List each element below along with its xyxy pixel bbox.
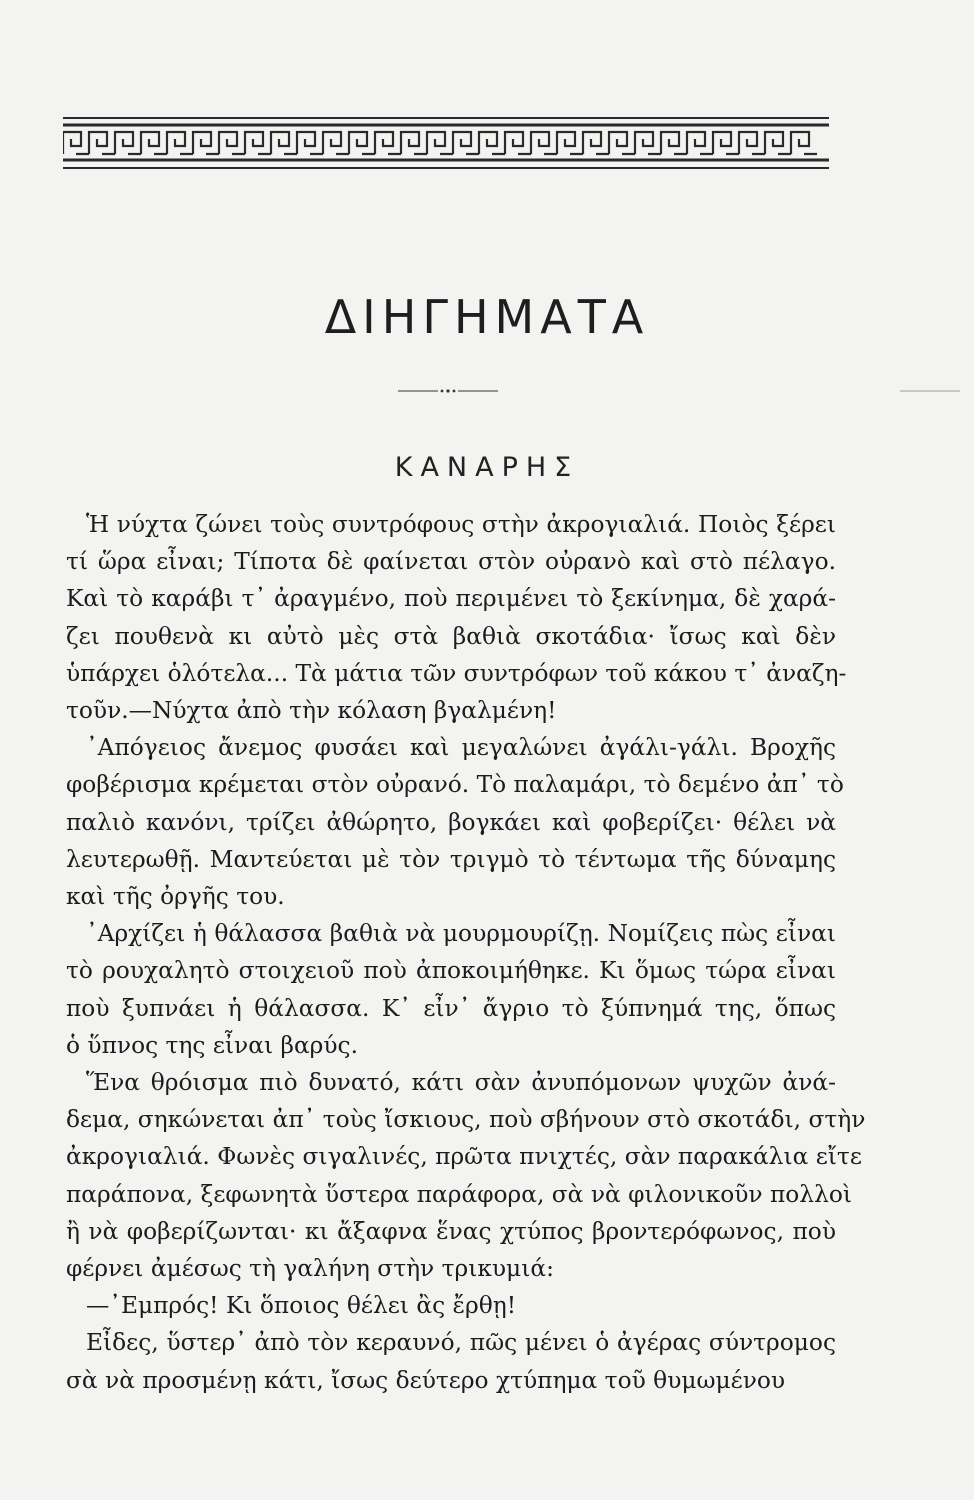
text-line: Καὶ τὸ καράβι τ᾿ ἀραγμένο, ποὺ περιμένει τὸ ξεκίνημα, δὲ χαρά- xyxy=(66,585,836,613)
paragraph xyxy=(66,506,847,729)
section-title: ΔΙΗΓΗΜΑΤΑ xyxy=(324,290,650,344)
story-title: ΚΑΝΑΡΗΣ xyxy=(394,452,580,483)
greek-key-ornament xyxy=(63,116,829,174)
margin-mark xyxy=(900,390,960,392)
text-line: τὸ ρουχαλητὸ στοιχειοῦ ποὺ ἀποκοιμήθηκε. Κι ὅμως τώρα εἶναι xyxy=(66,957,836,985)
text-line: τοῦν.—Νύχτα ἀπὸ τὴν κόλαση βγαλμένη! xyxy=(66,697,557,725)
text-line: τί ὥρα εἶναι; Τίποτα δὲ φαίνεται στὸν οὐρανὸ καὶ στὸ πέλαγο. xyxy=(66,548,836,576)
text-line: Εἶδες, ὕστερ᾿ ἀπὸ τὸν κεραυνό, πῶς μένει ὁ ἀγέρας σύντρομος xyxy=(86,1329,836,1357)
story-body xyxy=(66,506,866,1399)
text-line: ᾿Απόγειος ἄνεμος φυσάει καὶ μεγαλώνει ἀγάλι-γάλι. Βροχῆς xyxy=(86,734,836,762)
text-line: ἀκρογιαλιά. Φωνὲς σιγαλινές, πρῶτα πνιχτές, σὰν παρακάλια εἴτε xyxy=(66,1143,862,1171)
paragraph xyxy=(66,1064,866,1287)
text-line: —᾿Εμπρός! Κι ὅποιος θέλει ἂς ἔρθῃ! xyxy=(86,1292,517,1320)
text-line: δεμα, σηκώνεται ἀπ᾿ τοὺς ἴσκιους, ποὺ σβήνουν στὸ σκοτάδι, στὴν xyxy=(66,1106,866,1134)
text-line: Ἕνα θρόισμα πιὸ δυνατό, κάτι σὰν ἀνυπόμονων ψυχῶν ἀνά- xyxy=(86,1069,836,1097)
text-line: σὰ νὰ προσμένῃ κάτι, ἴσως δεύτερο χτύπημα τοῦ θυμωμένου xyxy=(66,1366,786,1394)
text-line: καὶ τῆς ὀργῆς του. xyxy=(66,883,285,911)
paragraph xyxy=(66,1287,836,1324)
text-line: ὁ ὕπνος της εἶναι βαρύς. xyxy=(66,1031,358,1059)
text-line: λευτερωθῇ. Μαντεύεται μὲ τὸν τριγμὸ τὸ τέντωμα τῆς δύναμης xyxy=(66,845,836,873)
paragraph xyxy=(66,1324,836,1398)
text-line: Ἡ νύχτα ζώνει τοὺς συντρόφους στὴν ἀκρογιαλιά. Ποιὸς ξέρει xyxy=(86,511,836,538)
text-line: ποὺ ξυπνάει ἡ θάλασσα. Κ᾿ εἶν᾿ ἄγριο τὸ ξύπνημά της, ὅπως xyxy=(66,994,836,1022)
paragraph xyxy=(66,915,836,1064)
text-line: φέρνει ἀμέσως τὴ γαλήνη στὴν τρικυμιά: xyxy=(66,1255,554,1283)
text-line: ᾿Αρχίζει ἡ θάλασσα βαθιὰ νὰ μουρμουρίζῃ. Νομίζεις πὼς εἶναι xyxy=(86,920,836,948)
text-line: φοβέρισμα κρέμεται στὸν οὐρανό. Τὸ παλαμάρι, τὸ δεμένο ἀπ᾿ τὸ xyxy=(66,771,844,799)
text-line: ἢ νὰ φοβερίζωνται· κι ἄξαφνα ἕνας χτύπος βροντερόφωνος, ποὺ xyxy=(66,1217,836,1245)
text-line: ζει πουθενὰ κι αὐτὸ μὲς στὰ βαθιὰ σκοτάδια· ἴσως καὶ δὲν xyxy=(66,622,836,650)
text-line: παράπονα, ξεφωνητὰ ὕστερα παράφορα, σὰ νὰ φιλονικοῦν πολλοὶ xyxy=(66,1180,852,1208)
text-line: ὑπάρχει ὁλότελα... Τὰ μάτια τῶν συντρόφων τοῦ κάκου τ᾿ ἀναζη- xyxy=(66,659,847,687)
text-line: παλιὸ κανόνι, τρίζει ἀθώρητο, βογκάει καὶ φοβερίζει· θέλει νὰ xyxy=(66,808,836,836)
paragraph xyxy=(66,729,844,915)
ornamental-divider xyxy=(398,380,498,388)
